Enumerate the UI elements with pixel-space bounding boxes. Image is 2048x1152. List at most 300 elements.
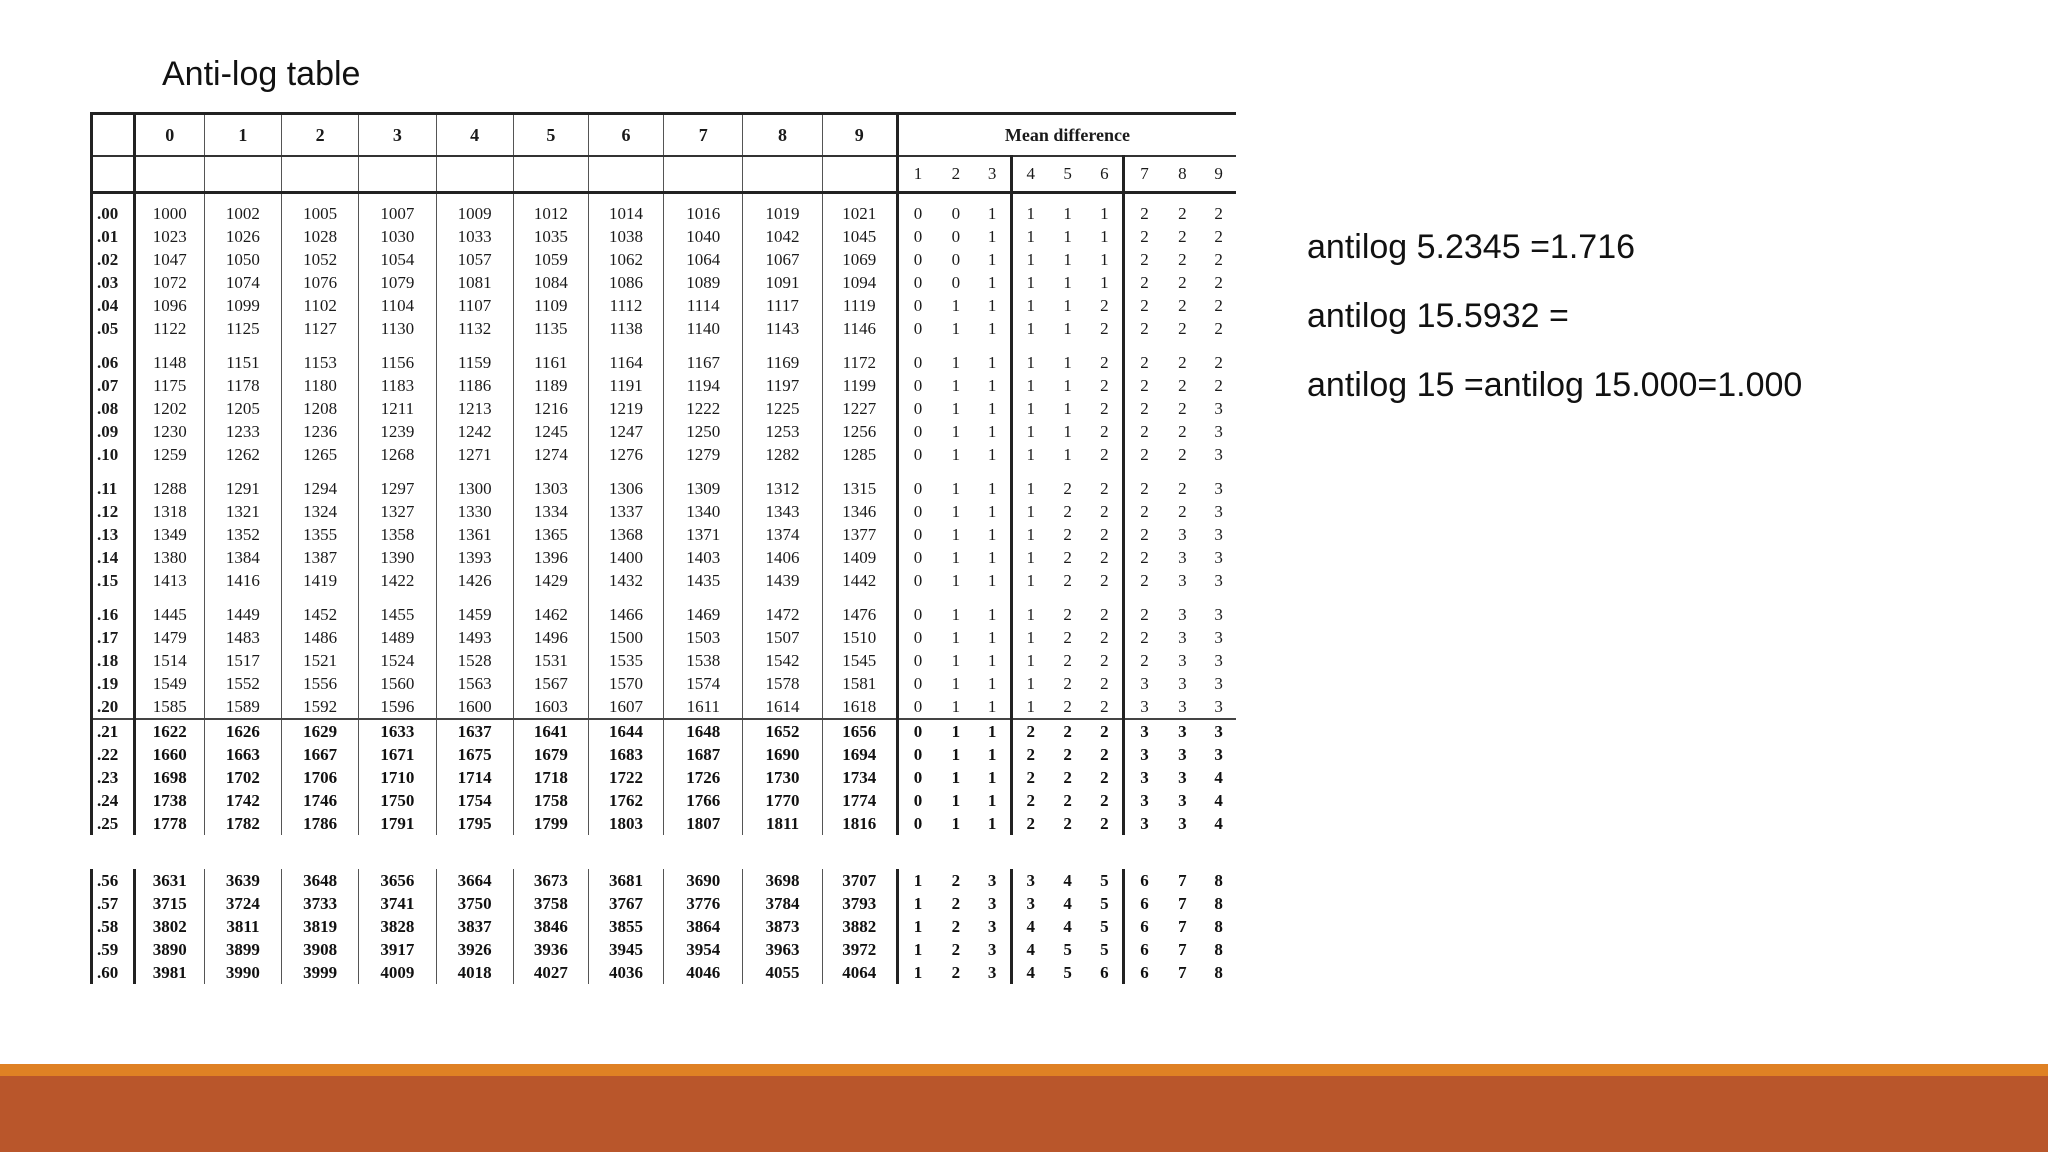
mean-difference-cell: 7 [1178, 962, 1187, 982]
gap-cell [743, 340, 822, 351]
column-header: 7 [664, 114, 743, 157]
table-cell: 1067 [743, 248, 822, 271]
column-header-spacer [743, 156, 822, 193]
row-key: .25 [92, 812, 135, 835]
table-cell: 1607 [588, 695, 663, 719]
mean-difference-cell: 1 [1026, 295, 1035, 315]
table-cell: 1002 [204, 193, 281, 226]
table-cell: 3639 [204, 869, 281, 892]
mean-difference-cell: 1 [1026, 318, 1035, 338]
gap-cell [743, 592, 822, 603]
table-cell: 3954 [664, 938, 743, 961]
table-cell: 3784 [743, 892, 822, 915]
table-cell: 1714 [436, 766, 513, 789]
mean-difference-cell: 1 [1063, 249, 1072, 269]
table-cell: 1247 [588, 420, 663, 443]
gap-cell [1124, 592, 1164, 603]
mean-difference-cell: 8 [1214, 939, 1223, 959]
table-cell: 1019 [743, 193, 822, 226]
mean-difference-cell: 3 [975, 961, 1012, 984]
table-cell: 1239 [359, 420, 436, 443]
gap-cell [1201, 466, 1236, 477]
row-key: .19 [92, 672, 135, 695]
table-cell: 1706 [282, 766, 359, 789]
table-cell: 1199 [822, 374, 897, 397]
table-cell: 1114 [664, 294, 743, 317]
mean-difference-cell: 1 [975, 546, 1012, 569]
table-row [92, 317, 1237, 340]
table-cell: 1035 [513, 225, 588, 248]
table-cell: 1279 [664, 443, 743, 466]
table-cell: 1219 [588, 397, 663, 420]
mean-difference-cell: 3 [1214, 570, 1223, 590]
mean-difference-cell: 2 [1063, 501, 1072, 521]
mean-difference-cell: 3 [1214, 744, 1223, 764]
mean-difference-cell: 1 [1026, 272, 1035, 292]
table-cell: 1000 [134, 193, 204, 226]
mean-difference-cell: 2 [1178, 478, 1187, 498]
mean-difference-cell: 1 [1011, 695, 1049, 719]
mean-difference-cell: 2 [1086, 351, 1124, 374]
table-cell: 3936 [513, 938, 588, 961]
mean-difference-cell: 1 [975, 603, 1012, 626]
table-row [92, 869, 1237, 892]
row-key: .56 [92, 869, 135, 892]
table-cell: 1600 [436, 695, 513, 719]
table-cell: 1396 [513, 546, 588, 569]
table-cell: 1439 [743, 569, 822, 592]
table-cell: 1377 [822, 523, 897, 546]
gap-cell [436, 340, 513, 351]
table-cell: 3758 [513, 892, 588, 915]
mean-difference-cell: 0 [913, 501, 923, 521]
table-cell: 1156 [359, 351, 436, 374]
mean-difference-cell: 2 [1063, 721, 1072, 741]
table-cell: 1135 [513, 317, 588, 340]
mean-difference-cell: 1 [1086, 225, 1124, 248]
table-cell: 1766 [664, 789, 743, 812]
table-cell: 1702 [204, 766, 281, 789]
table-cell: 1033 [436, 225, 513, 248]
mean-difference-cell: 2 [1178, 249, 1187, 269]
table-row [92, 523, 1237, 546]
gap-cell [282, 592, 359, 603]
mean-difference-cell: 1 [975, 271, 1012, 294]
mean-difference-cell: 1 [951, 627, 961, 647]
mean-difference-cell: 3 [1026, 870, 1035, 890]
table-cell: 1014 [588, 193, 663, 226]
mean-difference-cell: 0 [913, 249, 923, 269]
table-row [92, 225, 1237, 248]
mean-difference-cell: 1 [1026, 421, 1035, 441]
table-cell: 1371 [664, 523, 743, 546]
table-cell: 1507 [743, 626, 822, 649]
group-gap [92, 340, 1237, 351]
table-cell: 1205 [204, 397, 281, 420]
antilog-table [90, 112, 1236, 984]
table-row [92, 672, 1237, 695]
table-cell: 1161 [513, 351, 588, 374]
table-cell: 3890 [134, 938, 204, 961]
table-row [92, 915, 1237, 938]
table-cell: 1390 [359, 546, 436, 569]
table-row [92, 695, 1237, 719]
table-cell: 3690 [664, 869, 743, 892]
table-cell: 1574 [664, 672, 743, 695]
table-cell: 1675 [436, 743, 513, 766]
gap-cell [282, 340, 359, 351]
row-key: .04 [92, 294, 135, 317]
mean-difference-cell: 3 [1140, 721, 1149, 741]
mean-difference-cell: 2 [1140, 604, 1149, 624]
row-key: .21 [92, 719, 135, 743]
mean-difference-cell: 2 [1178, 398, 1187, 418]
gap-cell [436, 466, 513, 477]
mean-difference-cell: 0 [913, 570, 923, 590]
table-cell: 1045 [822, 225, 897, 248]
table-row [92, 294, 1237, 317]
table-cell: 1211 [359, 397, 436, 420]
gap-cell [204, 340, 281, 351]
mean-difference-cell: 3 [1214, 650, 1223, 670]
mean-difference-cell: 1 [1063, 421, 1072, 441]
mean-difference-cell: 1 [975, 743, 1012, 766]
mean-difference-cell: 2 [1063, 604, 1072, 624]
table-cell: 1361 [436, 523, 513, 546]
table-cell: 1552 [204, 672, 281, 695]
table-cell: 1183 [359, 374, 436, 397]
mean-difference-cell: 0 [913, 203, 923, 223]
mean-difference-cell: 5 [1086, 869, 1124, 892]
mean-difference-cell: 1 [1063, 318, 1072, 338]
mean-difference-cell: 1 [1026, 627, 1035, 647]
row-key: .02 [92, 248, 135, 271]
column-header: 1 [204, 114, 281, 157]
mean-difference-cell: 1 [1026, 673, 1035, 693]
mean-difference-cell: 2 [1140, 226, 1149, 246]
table-cell: 1618 [822, 695, 897, 719]
notes-block [1307, 225, 1802, 432]
table-cell: 3990 [204, 961, 281, 984]
table-cell: 1324 [282, 500, 359, 523]
mean-difference-cell: 2 [1063, 673, 1072, 693]
mean-difference-cell: 7 [1178, 939, 1187, 959]
mean-difference-cell: 2 [1140, 570, 1149, 590]
mean-difference-cell: 1 [1026, 650, 1035, 670]
table-cell: 1081 [436, 271, 513, 294]
mean-difference-cell: 2 [1063, 790, 1072, 810]
table-cell: 1503 [664, 626, 743, 649]
table-cell: 3846 [513, 915, 588, 938]
table-cell: 1256 [822, 420, 897, 443]
mean-difference-cell: 0 [913, 352, 923, 372]
table-row [92, 193, 1237, 226]
table-cell: 3673 [513, 869, 588, 892]
table-cell: 1746 [282, 789, 359, 812]
row-key: .23 [92, 766, 135, 789]
gap-cell [1049, 592, 1087, 603]
gap-cell [743, 466, 822, 477]
table-cell: 1040 [664, 225, 743, 248]
table-cell: 1365 [513, 523, 588, 546]
table-cell: 1321 [204, 500, 281, 523]
mean-difference-cell: 4 [1214, 790, 1223, 810]
table-cell: 1074 [204, 271, 281, 294]
mean-difference-cell: 1 [1026, 352, 1035, 372]
mean-difference-cell: 8 [1214, 893, 1223, 913]
row-key: .06 [92, 351, 135, 374]
table-cell: 1694 [822, 743, 897, 766]
mean-difference-cell: 0 [897, 695, 937, 719]
table-cell: 3793 [822, 892, 897, 915]
table-cell: 3828 [359, 915, 436, 938]
mean-difference-cell: 1 [951, 478, 961, 498]
mean-difference-cell: 1 [975, 420, 1012, 443]
mean-difference-cell: 0 [913, 744, 923, 764]
gap-cell [92, 592, 135, 603]
table-cell: 1233 [204, 420, 281, 443]
table-row [92, 500, 1237, 523]
table-cell: 1007 [359, 193, 436, 226]
table-cell: 3631 [134, 869, 204, 892]
mean-difference-cell: 2 [1178, 295, 1187, 315]
table-cell: 1016 [664, 193, 743, 226]
mean-difference-cell: 2 [1086, 626, 1124, 649]
table-cell: 3664 [436, 869, 513, 892]
mean-difference-cell: 3 [1214, 398, 1223, 418]
mean-difference-cell: 2 [1086, 743, 1124, 766]
table-cell: 1148 [134, 351, 204, 374]
mean-difference-column-header: 3 [975, 156, 1012, 193]
mean-difference-cell: 1 [975, 374, 1012, 397]
gap-cell [937, 466, 975, 477]
table-cell: 3837 [436, 915, 513, 938]
table-cell: 1493 [436, 626, 513, 649]
table-row [92, 351, 1237, 374]
table-cell: 1146 [822, 317, 897, 340]
table-cell: 1535 [588, 649, 663, 672]
table-cell: 3648 [282, 869, 359, 892]
table-cell: 1300 [436, 477, 513, 500]
mean-difference-cell: 1 [975, 569, 1012, 592]
mean-difference-cell: 0 [913, 421, 923, 441]
mean-difference-cell: 2 [1086, 812, 1124, 835]
table-cell: 1355 [282, 523, 359, 546]
mean-difference-cell: 1 [951, 444, 961, 464]
table-cell: 1683 [588, 743, 663, 766]
table-cell: 1099 [204, 294, 281, 317]
table-cell: 1030 [359, 225, 436, 248]
table-cell: 1318 [134, 500, 204, 523]
table-cell: 1368 [588, 523, 663, 546]
table-cell: 1770 [743, 789, 822, 812]
mean-difference-cell: 1 [951, 604, 961, 624]
table-cell: 1023 [134, 225, 204, 248]
mean-difference-cell: 5 [1086, 892, 1124, 915]
mean-difference-cell: 2 [1026, 813, 1035, 833]
mean-difference-cell: 2 [1026, 744, 1035, 764]
mean-difference-cell: 8 [1214, 962, 1223, 982]
table-cell: 3733 [282, 892, 359, 915]
table-cell: 1197 [743, 374, 822, 397]
table-cell: 1143 [743, 317, 822, 340]
table-cell: 1570 [588, 672, 663, 695]
table-cell: 1667 [282, 743, 359, 766]
mean-difference-cell: 2 [1140, 627, 1149, 647]
table-cell: 1122 [134, 317, 204, 340]
table-cell: 1652 [743, 719, 822, 743]
table-row [92, 789, 1237, 812]
table-cell: 1510 [822, 626, 897, 649]
mean-difference-cell: 0 [951, 249, 961, 269]
mean-difference-cell: 3 [1214, 421, 1223, 441]
column-header-spacer [822, 156, 897, 193]
mean-difference-cell: 2 [951, 893, 961, 913]
gap-cell [1049, 340, 1087, 351]
table-cell: 1208 [282, 397, 359, 420]
mean-difference-cell: 1 [975, 672, 1012, 695]
table-cell: 1005 [282, 193, 359, 226]
mean-difference-cell: 2 [1178, 501, 1187, 521]
table-cell: 1327 [359, 500, 436, 523]
table-cell: 1762 [588, 789, 663, 812]
gap-cell [204, 466, 281, 477]
table-cell: 1622 [134, 719, 204, 743]
gap-cell [92, 340, 135, 351]
gap-cell [822, 340, 897, 351]
table-cell: 1172 [822, 351, 897, 374]
table-cell: 1626 [204, 719, 281, 743]
table-cell: 4018 [436, 961, 513, 984]
table-cell: 1104 [359, 294, 436, 317]
mean-difference-cell: 2 [1140, 444, 1149, 464]
group-gap [92, 466, 1237, 477]
table-cell: 1140 [664, 317, 743, 340]
table-cell: 1459 [436, 603, 513, 626]
table-cell: 1119 [822, 294, 897, 317]
row-key: .59 [92, 938, 135, 961]
mean-difference-cell: 8 [1214, 916, 1223, 936]
table-cell: 1556 [282, 672, 359, 695]
table-cell: 1811 [743, 812, 822, 835]
column-header: 2 [282, 114, 359, 157]
table-cell: 3908 [282, 938, 359, 961]
gap-cell [897, 592, 937, 603]
gap-cell [1086, 466, 1124, 477]
gap-cell [1124, 340, 1164, 351]
mean-difference-cell: 1 [975, 812, 1012, 835]
mean-difference-cell: 3 [1124, 695, 1164, 719]
table-cell: 3724 [204, 892, 281, 915]
table-cell: 1178 [204, 374, 281, 397]
mean-difference-cell: 2 [1063, 547, 1072, 567]
mean-difference-cell: 1 [975, 626, 1012, 649]
mean-difference-cell: 3 [1214, 627, 1223, 647]
table-cell: 1734 [822, 766, 897, 789]
table-cell: 1452 [282, 603, 359, 626]
mean-difference-cell: 1 [1026, 226, 1035, 246]
table-cell: 1297 [359, 477, 436, 500]
mean-difference-cell: 1 [937, 695, 975, 719]
table-cell: 1262 [204, 443, 281, 466]
mean-difference-cell: 2 [1178, 352, 1187, 372]
table-row [92, 569, 1237, 592]
table-cell: 1449 [204, 603, 281, 626]
table-cell: 1186 [436, 374, 513, 397]
mean-difference-cell: 1 [1086, 193, 1124, 226]
mean-difference-cell: 3 [1178, 744, 1187, 764]
table-break [92, 835, 1237, 869]
mean-difference-cell: 2 [1178, 226, 1187, 246]
mean-difference-cell: 1 [1086, 271, 1124, 294]
table-cell: 1578 [743, 672, 822, 695]
table-cell: 1393 [436, 546, 513, 569]
gap-cell [1086, 592, 1124, 603]
mean-difference-cell: 1 [951, 352, 961, 372]
table-cell: 1268 [359, 443, 436, 466]
table-cell: 4046 [664, 961, 743, 984]
table-cell: 1472 [743, 603, 822, 626]
mean-difference-cell: 1 [1026, 249, 1035, 269]
mean-difference-cell: 2 [1063, 767, 1072, 787]
row-key: .07 [92, 374, 135, 397]
table-cell: 3855 [588, 915, 663, 938]
gap-cell [1164, 340, 1202, 351]
table-row [92, 546, 1237, 569]
table-cell: 1194 [664, 374, 743, 397]
row-key: .58 [92, 915, 135, 938]
mean-difference-cell: 1 [975, 317, 1012, 340]
mean-difference-cell: 3 [1201, 695, 1236, 719]
table-cell: 1343 [743, 500, 822, 523]
table-cell: 1225 [743, 397, 822, 420]
table-cell: 1476 [822, 603, 897, 626]
mean-difference-cell: 3 [975, 938, 1012, 961]
mean-difference-cell: 0 [951, 272, 961, 292]
table-cell: 1334 [513, 500, 588, 523]
mean-difference-cell: 1 [1026, 547, 1035, 567]
table-cell: 1358 [359, 523, 436, 546]
mean-difference-cell: 3 [1178, 570, 1187, 590]
table-cell: 1656 [822, 719, 897, 743]
mean-difference-cell: 2 [1140, 421, 1149, 441]
mean-difference-cell: 0 [913, 767, 923, 787]
row-key: .18 [92, 649, 135, 672]
table-cell: 3707 [822, 869, 897, 892]
table-cell: 3776 [664, 892, 743, 915]
mean-difference-cell: 3 [1178, 721, 1187, 741]
table-cell: 3873 [743, 915, 822, 938]
mean-difference-cell: 0 [913, 673, 923, 693]
table-cell: 1274 [513, 443, 588, 466]
mean-difference-cell: 1 [913, 893, 923, 913]
table-cell: 1245 [513, 420, 588, 443]
table-cell: 3864 [664, 915, 743, 938]
mean-difference-cell: 6 [1140, 870, 1149, 890]
mean-difference-cell: 1 [951, 767, 961, 787]
row-key: .12 [92, 500, 135, 523]
table-cell: 1637 [436, 719, 513, 743]
table-row [92, 649, 1237, 672]
table-cell: 1050 [204, 248, 281, 271]
mean-difference-cell: 1 [951, 295, 961, 315]
mean-difference-cell: 1 [1026, 444, 1035, 464]
table-cell: 1312 [743, 477, 822, 500]
table-cell: 1563 [436, 672, 513, 695]
mean-difference-cell: 2 [1140, 398, 1149, 418]
mean-difference-cell: 2 [1086, 500, 1124, 523]
row-key: .16 [92, 603, 135, 626]
